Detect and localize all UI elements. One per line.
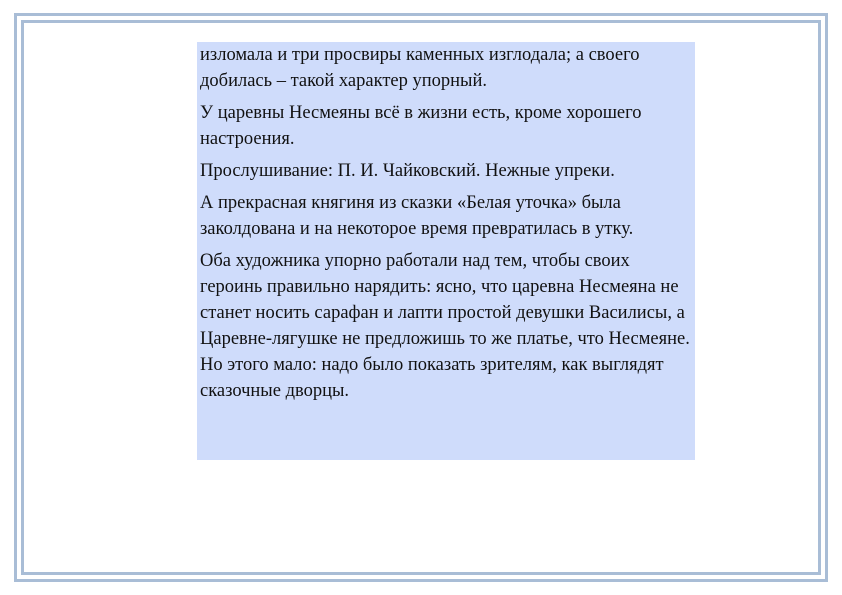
- text-block: [197, 42, 695, 460]
- paragraph-3: Прослушивание: П. И. Чайковский. Нежные упреки.: [200, 161, 615, 181]
- paragraph-2: У царевны Несмеяны всё в жизни есть, кроме хорошего настроения.: [200, 103, 642, 149]
- paragraph-4: А прекрасная княгиня из сказки «Белая уточка» была заколдована и на некоторое время превратилась в утку.: [200, 193, 634, 239]
- paragraph-1: изломала и три просвиры каменных изглодала; а своего добилась – такой характер упорный.: [200, 45, 640, 91]
- paragraph-5: Оба художника упорно работали над тем, чтобы своих героинь правильно нарядить: ясно, что царевна Несмеяна не станет носить сарафан и лапти простой девушки Василисы, а Царевне-лягушке не предложишь то же платье, что Несмеяне. Но этого мало: надо было показать зрителям, как выглядят сказочные дворцы.: [200, 251, 690, 401]
